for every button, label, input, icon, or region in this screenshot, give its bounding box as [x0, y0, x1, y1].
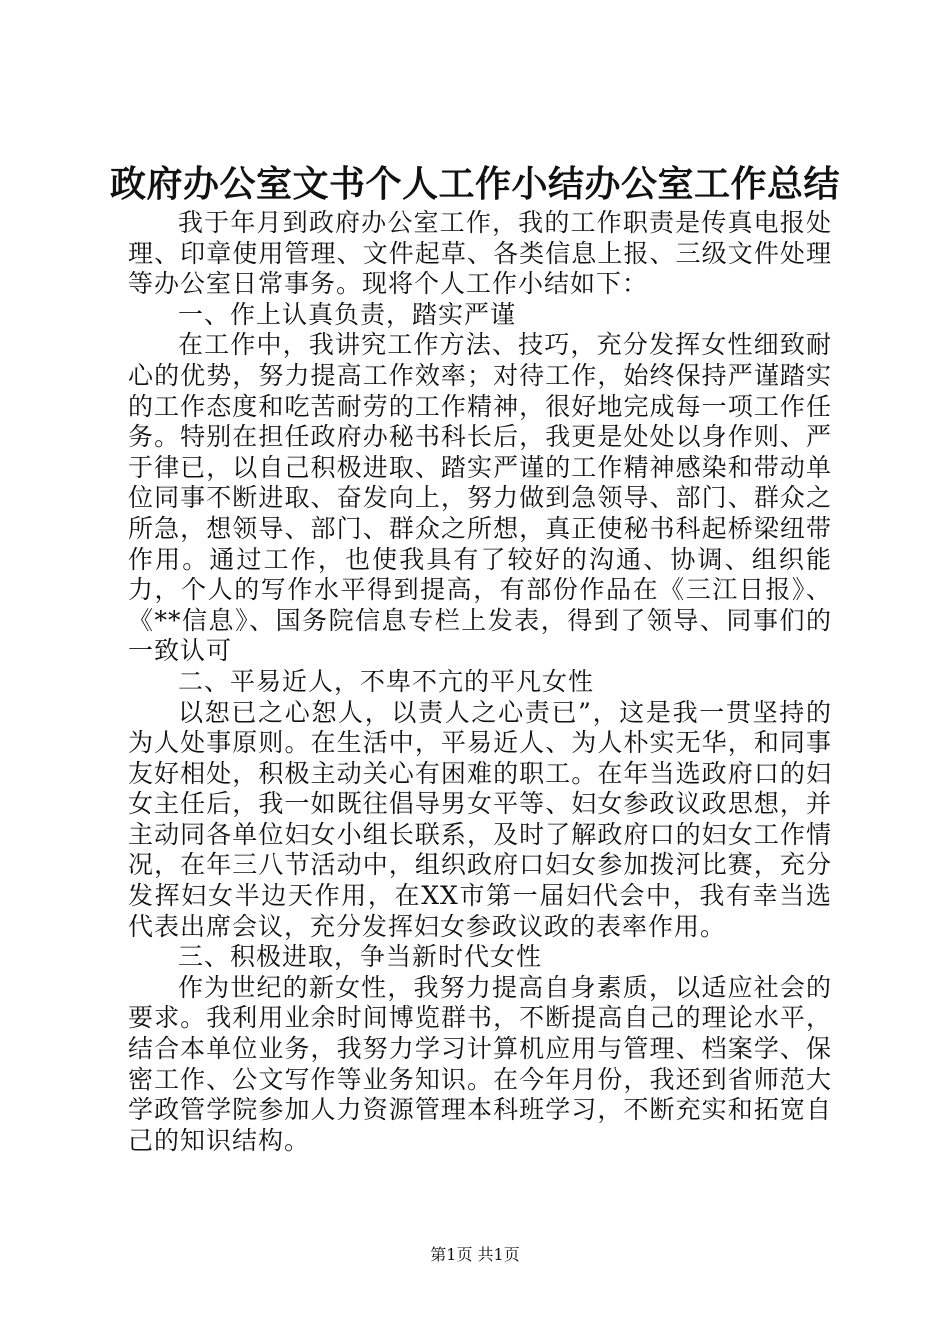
section-heading-3: 三、积极进取，争当新时代女性 — [178, 942, 543, 972]
page-number-footer: 第1页 共1页 — [430, 1245, 520, 1264]
document-body — [128, 208, 832, 1156]
section-paragraph-1: 在工作中，我讲究工作方法、技巧，充分发挥女性细致耐心的优势，努力提高工作效率；对待工作，始终保持严谨踏实的工作态度和吃苦耐劳的工作精神，很好地完成每一项工作任务。特别在担任政府办秘书科长后，我更是处处以身作则、严于律已，以自己积极进取、踏实严谨的工作精神感染和带动单位同事不断进取、奋发向上，努力做到急领导、部门、群众之所急，想领导、部门、群众之所想，真正使秘书科起桥梁纽带作用。通过工作，也使我具有了较好的沟通、协调、组织能力，个人的写作水平得到提高，有部份作品在《三江日报》、《**信息》、国务院信息专栏上发表，得到了领导、同事们的一致认可 — [128, 330, 832, 666]
section-heading-1: 一、作上认真负责，踏实严谨 — [178, 299, 517, 329]
intro-paragraph: 我于年月到政府办公室工作，我的工作职责是传真电报处理、印章使用管理、文件起草、各类信息上报、三级文件处理等办公室日常事务。现将个人工作小结如下： — [128, 208, 832, 299]
section-paragraph-3: 作为世纪的新女性，我努力提高自身素质，以适应社会的要求。我利用业余时间博览群书，不断提高自己的理论水平，结合本单位业务，我努力学习计算机应用与管理、档案学、保密工作、公文写作等业务知识。在今年月份，我还到省师范大学政管学院参加人力资源管理本科班学习，不断充实和拓宽自己的知识结构。 — [128, 972, 832, 1155]
section-heading-2: 二、平易近人，不卑不亢的平凡女性 — [178, 666, 595, 696]
section-paragraph-2: 以恕已之心恕人，以责人之心责已”，这是我一贯坚持的为人处事原则。在生活中，平易近人、为人朴实无华，和同事友好相处，积极主动关心有困难的职工。在年当选政府口的妇女主任后，我一如既往倡导男女平等、妇女参政议政思想，并主动同各单位妇女小组长联系，及时了解政府口的妇女工作情况，在年三八节活动中，组织政府口妇女参加拨河比赛，充分发挥妇女半边天作用，在XX市第一届妇代会中，我有幸当选代表出席会议，充分发挥妇女参政议政的表率作用。 — [128, 697, 832, 941]
document-title: 政府办公室文书个人工作小结办公室工作总结 — [109, 163, 840, 205]
